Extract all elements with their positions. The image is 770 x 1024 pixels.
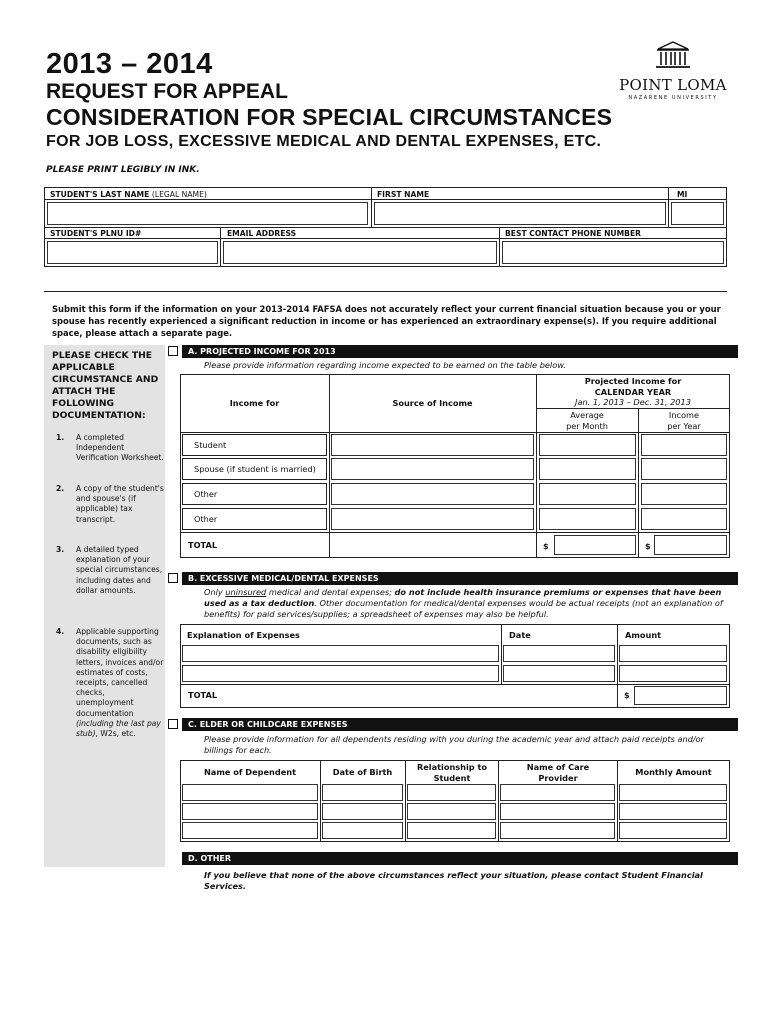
care-provider-input[interactable] xyxy=(500,822,615,839)
section-d-header: D. OTHER xyxy=(182,852,738,865)
form-year: 2013 – 2014 xyxy=(46,48,213,80)
plnu-id-label: STUDENT'S PLNU ID# xyxy=(50,229,142,238)
last-name-label: STUDENT'S LAST NAME (LEGAL NAME) xyxy=(50,190,207,199)
expense-amount-input[interactable] xyxy=(619,645,727,662)
divider xyxy=(499,227,500,267)
divider xyxy=(44,199,727,200)
divider xyxy=(44,291,727,292)
logo-subtitle: NAZARENE UNIVERSITY xyxy=(628,95,718,101)
dependent-relationship-input[interactable] xyxy=(407,784,496,801)
plnu-id-field[interactable] xyxy=(47,241,218,264)
dependent-name-header: Name of Dependent xyxy=(203,767,297,777)
student-row-cell xyxy=(182,434,327,456)
projected-income-header: Projected Income for CALENDAR YEAR Jan. 1, 2013 – Dec. 31, 2013 xyxy=(575,376,691,407)
yearly-input-spouse[interactable] xyxy=(641,458,727,480)
monthly-input-spouse[interactable] xyxy=(539,458,636,480)
care-provider-input[interactable] xyxy=(500,803,615,820)
form-request-title: REQUEST FOR APPEAL xyxy=(46,80,288,103)
expense-explanation-input[interactable] xyxy=(182,665,499,682)
relationship-header: Relationship to Student xyxy=(416,762,488,783)
divider xyxy=(44,227,727,228)
section-c-header: C. ELDER OR CHILDCARE EXPENSES xyxy=(182,718,738,731)
date-header: Date xyxy=(509,630,531,640)
section-c-description: Please provide information for all dependents residing with you during the academic year and attach paid receipts and/or billings for each. xyxy=(204,734,705,755)
logo-name: POINT LOMA xyxy=(619,76,727,94)
divider xyxy=(44,238,727,239)
dollar-sign: $ xyxy=(543,541,549,551)
amount-header: Amount xyxy=(625,630,662,640)
monthly-input-other-1[interactable] xyxy=(539,483,636,505)
yearly-input-other-1[interactable] xyxy=(641,483,727,505)
explanation-header: Explanation of Expenses xyxy=(187,630,300,640)
row-label-spouse: Spouse (if student is married) xyxy=(194,464,316,474)
section-b-description: Only uninsured medical and dental expenses; do not include health insurance premiums or expenses that have been used as a tax deduction. Other documentation for medical/dental expenses would be actual receipts (not an explanation of benefits) for paid services/supplies; a spreadsheet of expenses may also be helpful. xyxy=(204,587,723,619)
phone-label: BEST CONTACT PHONE NUMBER xyxy=(505,229,641,238)
total-expenses-input[interactable] xyxy=(634,686,727,705)
source-input-other-2[interactable] xyxy=(331,508,534,530)
dependent-dob-input[interactable] xyxy=(322,784,403,801)
row-label-other-2: Other xyxy=(194,514,218,524)
dependent-dob-input[interactable] xyxy=(322,803,403,820)
monthly-amount-input[interactable] xyxy=(619,784,727,801)
source-input-spouse[interactable] xyxy=(331,458,534,480)
yearly-input-other-2[interactable] xyxy=(641,508,727,530)
source-input-student[interactable] xyxy=(331,434,534,456)
form-subtitle: FOR JOB LOSS, EXCESSIVE MEDICAL AND DENTAL EXPENSES, ETC. xyxy=(46,133,602,150)
dependent-name-input[interactable] xyxy=(182,784,318,801)
yearly-input-student[interactable] xyxy=(641,434,727,456)
source-of-income-header: Source of Income xyxy=(392,398,473,408)
income-for-header: Income for xyxy=(229,398,280,408)
sidebar-title: PLEASE CHECK THE APPLICABLE CIRCUMSTANCE AND ATTACH THE FOLLOWING DOCUMENTATION: xyxy=(52,350,159,421)
source-input-other-1[interactable] xyxy=(331,483,534,505)
spouse-row-cell xyxy=(182,458,327,480)
monthly-amount-header: Monthly Amount xyxy=(635,767,712,777)
total-label-b: TOTAL xyxy=(188,690,218,700)
divider xyxy=(371,187,372,227)
section-c-checkbox[interactable] xyxy=(168,719,178,729)
instructions-text: Submit this form if the information on your 2013-2014 FAFSA does not accurately reflect your current financial situation because you or your spouse has recently experienced a significant reduction in income or has experienced an extraordinary expense(s). If you require additional space, please attach a separate page. xyxy=(52,304,721,338)
print-note: PLEASE PRINT LEGIBLY IN INK. xyxy=(46,165,200,175)
row-label-other-1: Other xyxy=(194,489,218,499)
section-b-header: B. EXCESSIVE MEDICAL/DENTAL EXPENSES xyxy=(182,572,738,585)
expense-explanation-input[interactable] xyxy=(182,645,499,662)
dependent-name-input[interactable] xyxy=(182,803,318,820)
monthly-input-student[interactable] xyxy=(539,434,636,456)
documentation-sidebar xyxy=(44,345,165,867)
divider xyxy=(220,227,221,267)
email-label: EMAIL ADDRESS xyxy=(227,229,297,238)
total-yearly-input[interactable] xyxy=(654,535,727,555)
dependent-name-input[interactable] xyxy=(182,822,318,839)
dependent-relationship-input[interactable] xyxy=(407,822,496,839)
first-name-label: FIRST NAME xyxy=(377,190,430,199)
monthly-amount-input[interactable] xyxy=(619,803,727,820)
section-a-description: Please provide information regarding income expected to be earned on the table below. xyxy=(204,360,566,370)
section-a-header: A. PROJECTED INCOME FOR 2013 xyxy=(182,345,738,358)
average-per-month-header: Average per Month xyxy=(566,410,608,431)
total-monthly-input[interactable] xyxy=(554,535,636,555)
dependent-relationship-input[interactable] xyxy=(407,803,496,820)
section-b-checkbox[interactable] xyxy=(168,573,178,583)
divider xyxy=(668,187,669,227)
monthly-amount-input[interactable] xyxy=(619,822,727,839)
email-field[interactable] xyxy=(223,241,497,264)
university-logo xyxy=(618,40,728,100)
form-main-title: CONSIDERATION FOR SPECIAL CIRCUMSTANCES xyxy=(46,104,613,130)
other-row-cell xyxy=(182,508,327,530)
building-icon xyxy=(653,40,693,70)
phone-field[interactable] xyxy=(502,241,724,264)
mi-label: MI xyxy=(677,190,688,199)
dollar-sign: $ xyxy=(645,541,651,551)
section-d-description: If you believe that none of the above circumstances reflect your situation, please contact Student Financial Services. xyxy=(204,870,703,891)
care-provider-input[interactable] xyxy=(500,784,615,801)
expense-amount-input[interactable] xyxy=(619,665,727,682)
dependent-dob-input[interactable] xyxy=(322,822,403,839)
expense-date-input[interactable] xyxy=(503,645,615,662)
care-provider-header: Name of Care Provider xyxy=(526,762,590,783)
row-label-student: Student xyxy=(194,440,227,450)
expense-date-input[interactable] xyxy=(503,665,615,682)
dollar-sign: $ xyxy=(624,690,630,700)
monthly-input-other-2[interactable] xyxy=(539,508,636,530)
date-of-birth-header: Date of Birth xyxy=(332,767,393,777)
first-name-field[interactable] xyxy=(374,202,666,225)
income-per-year-header: Income per Year xyxy=(667,410,701,431)
section-a-checkbox[interactable] xyxy=(168,346,178,356)
other-row-cell xyxy=(182,483,327,505)
last-name-field[interactable] xyxy=(47,202,368,225)
mi-field[interactable] xyxy=(671,202,724,225)
total-label-a: TOTAL xyxy=(188,540,218,550)
